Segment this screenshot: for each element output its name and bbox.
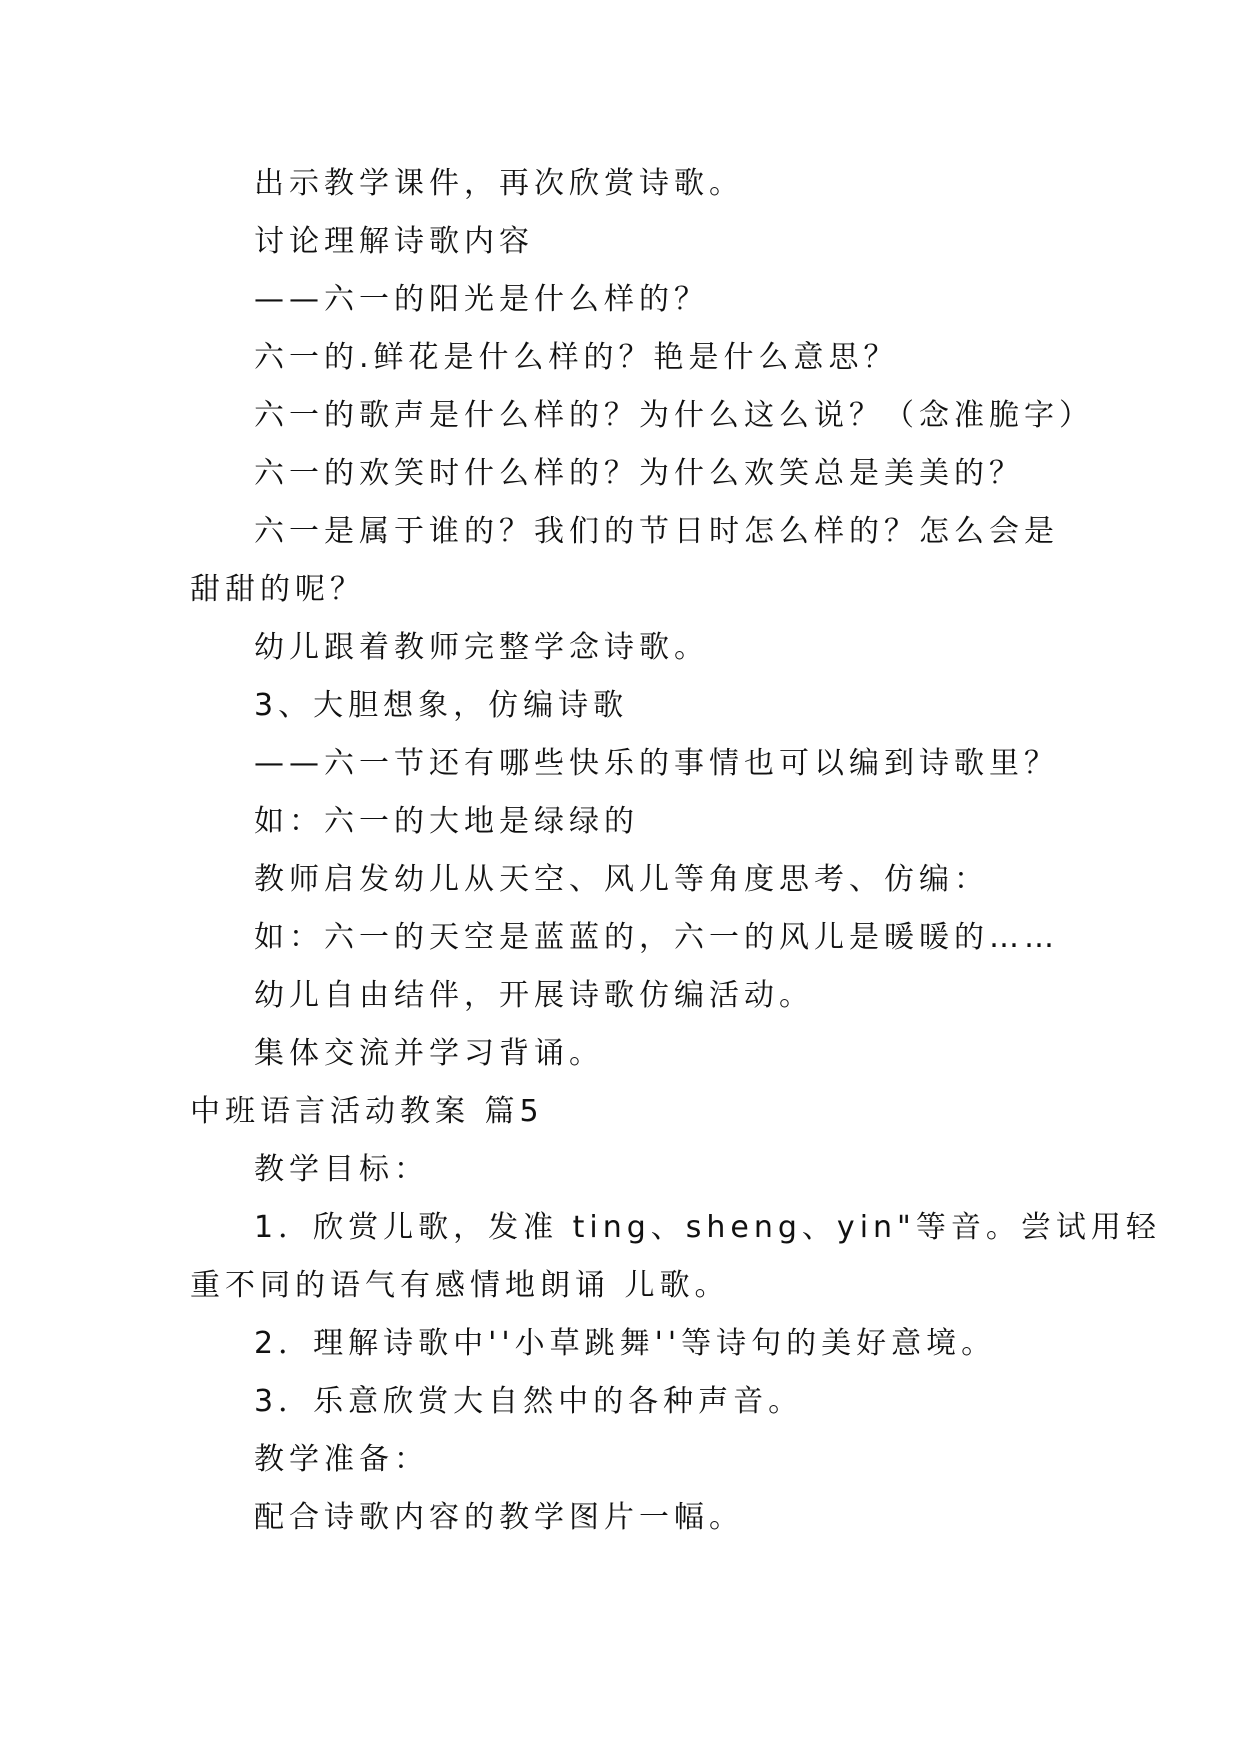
paragraph-line: 六一的歌声是什么样的？为什么这么说？（念准脆字）: [254, 398, 1094, 433]
paragraph-line: 3．乐意欣赏大自然中的各种声音。: [254, 1384, 804, 1419]
paragraph-line: 六一是属于谁的？我们的节日时怎么样的？怎么会是: [254, 514, 1059, 549]
paragraph-line: 教学目标：: [254, 1152, 429, 1187]
section-heading: 中班语言活动教案 篇5: [190, 1094, 544, 1129]
paragraph-line: 2．理解诗歌中''小草跳舞''等诗句的美好意境。: [254, 1326, 997, 1361]
paragraph-line: 讨论理解诗歌内容: [254, 224, 534, 259]
paragraph-line: 教师启发幼儿从天空、风儿等角度思考、仿编：: [254, 862, 989, 897]
paragraph-line: 如：六一的天空是蓝蓝的，六一的风儿是暖暖的……: [254, 920, 1059, 955]
paragraph-line: 幼儿自由结伴，开展诗歌仿编活动。: [254, 978, 814, 1013]
paragraph-line: 重不同的语气有感情地朗诵 儿歌。: [190, 1268, 730, 1303]
paragraph-line: 甜甜的呢？: [190, 572, 365, 607]
paragraph-line: 教学准备：: [254, 1442, 429, 1477]
paragraph-line: 六一的欢笑时什么样的？为什么欢笑总是美美的？: [254, 456, 1024, 491]
paragraph-line: 如：六一的大地是绿绿的: [254, 804, 639, 839]
paragraph-line: ——六一的阳光是什么样的？: [254, 282, 709, 317]
paragraph-line: 1．欣赏儿歌，发准 ting、sheng、yin"等音。尝试用轻: [254, 1210, 1161, 1245]
paragraph-line: ——六一节还有哪些快乐的事情也可以编到诗歌里？: [254, 746, 1059, 781]
paragraph-line: 出示教学课件，再次欣赏诗歌。: [254, 166, 744, 201]
paragraph-line: 集体交流并学习背诵。: [254, 1036, 604, 1071]
paragraph-line: 配合诗歌内容的教学图片一幅。: [254, 1500, 744, 1535]
paragraph-line: 3、大胆想象，仿编诗歌: [254, 688, 629, 723]
paragraph-line: 幼儿跟着教师完整学念诗歌。: [254, 630, 709, 665]
paragraph-line: 六一的.鲜花是什么样的？艳是什么意思？: [254, 340, 899, 375]
